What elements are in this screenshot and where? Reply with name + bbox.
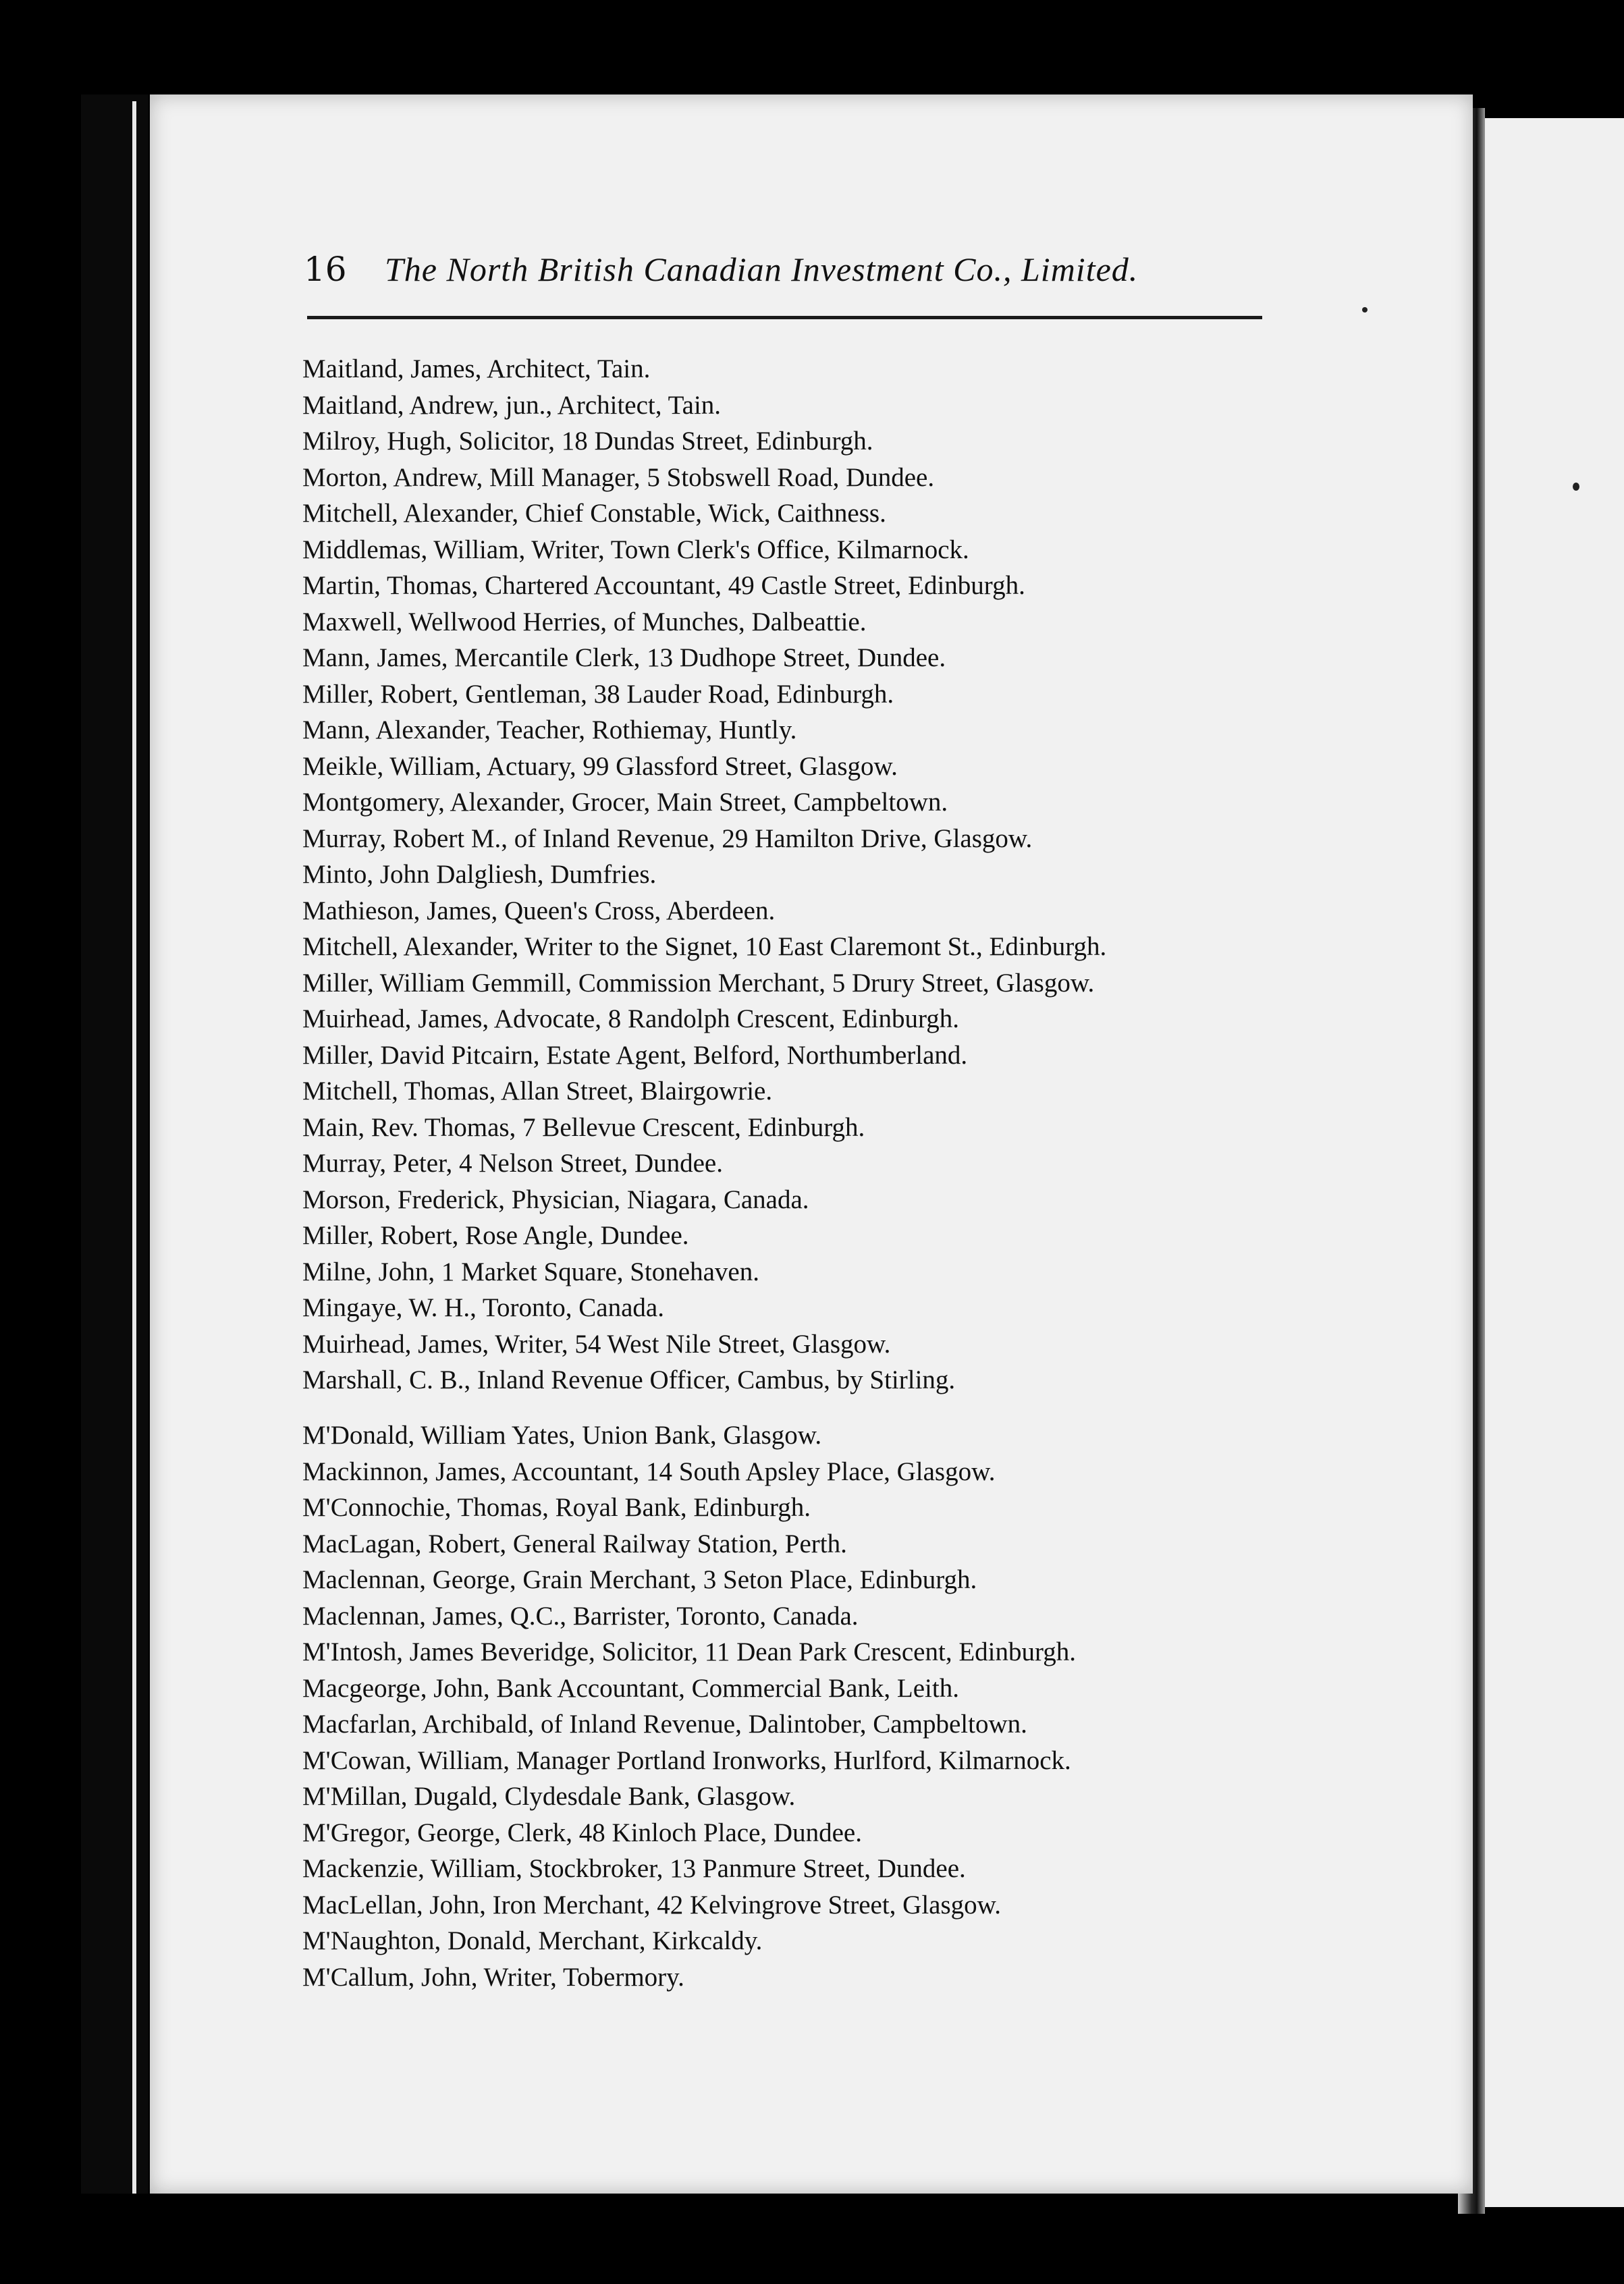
page-number: 16 xyxy=(304,250,347,289)
list-item: M'Connochie, Thomas, Royal Bank, Edinburgh. xyxy=(302,1493,811,1522)
list-item: M'Callum, John, Writer, Tobermory. xyxy=(302,1962,684,1992)
previous-page-edge xyxy=(81,94,148,2194)
list-item: Miller, William Gemmill, Commission Merchant, 5 Drury Street, Glasgow. xyxy=(302,968,1095,998)
page-left-border xyxy=(132,101,136,2194)
list-item: Mitchell, Alexander, Writer to the Signet, 10 East Claremont St., Edinburgh. xyxy=(302,932,1107,961)
list-item: Main, Rev. Thomas, 7 Bellevue Crescent, Edinburgh. xyxy=(302,1112,865,1142)
ink-speck xyxy=(1573,483,1579,491)
ink-speck xyxy=(1362,307,1368,312)
list-item: M'Intosh, James Beveridge, Solicitor, 11 Dean Park Crescent, Edinburgh. xyxy=(302,1637,1077,1666)
list-item: Muirhead, James, Advocate, 8 Randolph Crescent, Edinburgh. xyxy=(302,1004,960,1033)
list-item: Mann, Alexander, Teacher, Rothiemay, Huntly. xyxy=(302,715,797,744)
list-item: Morton, Andrew, Mill Manager, 5 Stobswell Road, Dundee. xyxy=(302,462,935,492)
list-item: Maitland, Andrew, jun., Architect, Tain. xyxy=(302,390,722,420)
list-item: Milne, John, 1 Market Square, Stonehaven. xyxy=(302,1257,759,1286)
running-title: The North British Canadian Investment Co., Limited. xyxy=(385,250,1139,288)
page-header xyxy=(304,250,1269,304)
header-rule xyxy=(307,316,1262,319)
next-page-edge xyxy=(1476,118,1624,2207)
list-item: Macfarlan, Archibald, of Inland Revenue, Dalintober, Campbeltown. xyxy=(302,1710,1027,1739)
list-item: M'Millan, Dugald, Clydesdale Bank, Glasgow. xyxy=(302,1782,796,1811)
list-item: Mitchell, Alexander, Chief Constable, Wick, Caithness. xyxy=(302,499,886,528)
list-item: Miller, Robert, Gentleman, 38 Lauder Road, Edinburgh. xyxy=(302,679,894,709)
list-item: Maclennan, James, Q.C., Barrister, Toronto, Canada. xyxy=(302,1601,859,1631)
shareholder-list-m xyxy=(302,351,1315,1398)
list-item: Minto, John Dalgliesh, Dumfries. xyxy=(302,860,657,889)
list-item: Maitland, James, Architect, Tain. xyxy=(302,354,651,383)
list-item: MacLellan, John, Iron Merchant, 42 Kelvingrove Street, Glasgow. xyxy=(302,1890,1002,1920)
list-item: Maxwell, Wellwood Herries, of Munches, Dalbeattie. xyxy=(302,607,867,636)
list-item: Montgomery, Alexander, Grocer, Main Street, Campbeltown. xyxy=(302,788,948,817)
list-item: Macgeorge, John, Bank Accountant, Commercial Bank, Leith. xyxy=(302,1673,959,1703)
list-item: Miller, David Pitcairn, Estate Agent, Belford, Northumberland. xyxy=(302,1040,968,1070)
list-item: Maclennan, George, Grain Merchant, 3 Seton Place, Edinburgh. xyxy=(302,1565,977,1594)
list-item: Mitchell, Thomas, Allan Street, Blairgowrie. xyxy=(302,1077,773,1106)
list-item: Milroy, Hugh, Solicitor, 18 Dundas Street, Edinburgh. xyxy=(302,427,873,456)
list-item: Murray, Peter, 4 Nelson Street, Dundee. xyxy=(302,1149,723,1178)
list-item: Meikle, William, Actuary, 99 Glassford Street, Glasgow. xyxy=(302,751,898,781)
shareholder-list-mac xyxy=(302,1417,1315,1995)
list-item: Morson, Frederick, Physician, Niagara, Canada. xyxy=(302,1185,809,1214)
list-item: M'Gregor, George, Clerk, 48 Kinloch Place, Dundee. xyxy=(302,1818,862,1847)
list-item: Middlemas, William, Writer, Town Clerk's Office, Kilmarnock. xyxy=(302,535,969,564)
list-item: Murray, Robert M., of Inland Revenue, 29 Hamilton Drive, Glasgow. xyxy=(302,823,1033,853)
list-item: Martin, Thomas, Chartered Accountant, 49 Castle Street, Edinburgh. xyxy=(302,571,1025,600)
list-item: Muirhead, James, Writer, 54 West Nile Street, Glasgow. xyxy=(302,1329,891,1359)
list-item: Miller, Robert, Rose Angle, Dundee. xyxy=(302,1221,689,1250)
list-item: Mann, James, Mercantile Clerk, 13 Dudhope Street, Dundee. xyxy=(302,643,946,672)
list-item: Mackinnon, James, Accountant, 14 South Apsley Place, Glasgow. xyxy=(302,1457,996,1486)
list-item: M'Donald, William Yates, Union Bank, Glasgow. xyxy=(302,1421,822,1450)
list-item: MacLagan, Robert, General Railway Station, Perth. xyxy=(302,1529,847,1558)
list-item: Mackenzie, William, Stockbroker, 13 Panmure Street, Dundee. xyxy=(302,1854,966,1883)
list-item: Mathieson, James, Queen's Cross, Aberdeen. xyxy=(302,896,776,925)
list-item: M'Naughton, Donald, Merchant, Kirkcaldy. xyxy=(302,1926,763,1955)
list-item: M'Cowan, William, Manager Portland Ironworks, Hurlford, Kilmarnock. xyxy=(302,1745,1071,1775)
list-item: Mingaye, W. H., Toronto, Canada. xyxy=(302,1293,664,1322)
list-item: Marshall, C. B., Inland Revenue Officer, Cambus, by Stirling. xyxy=(302,1365,956,1394)
